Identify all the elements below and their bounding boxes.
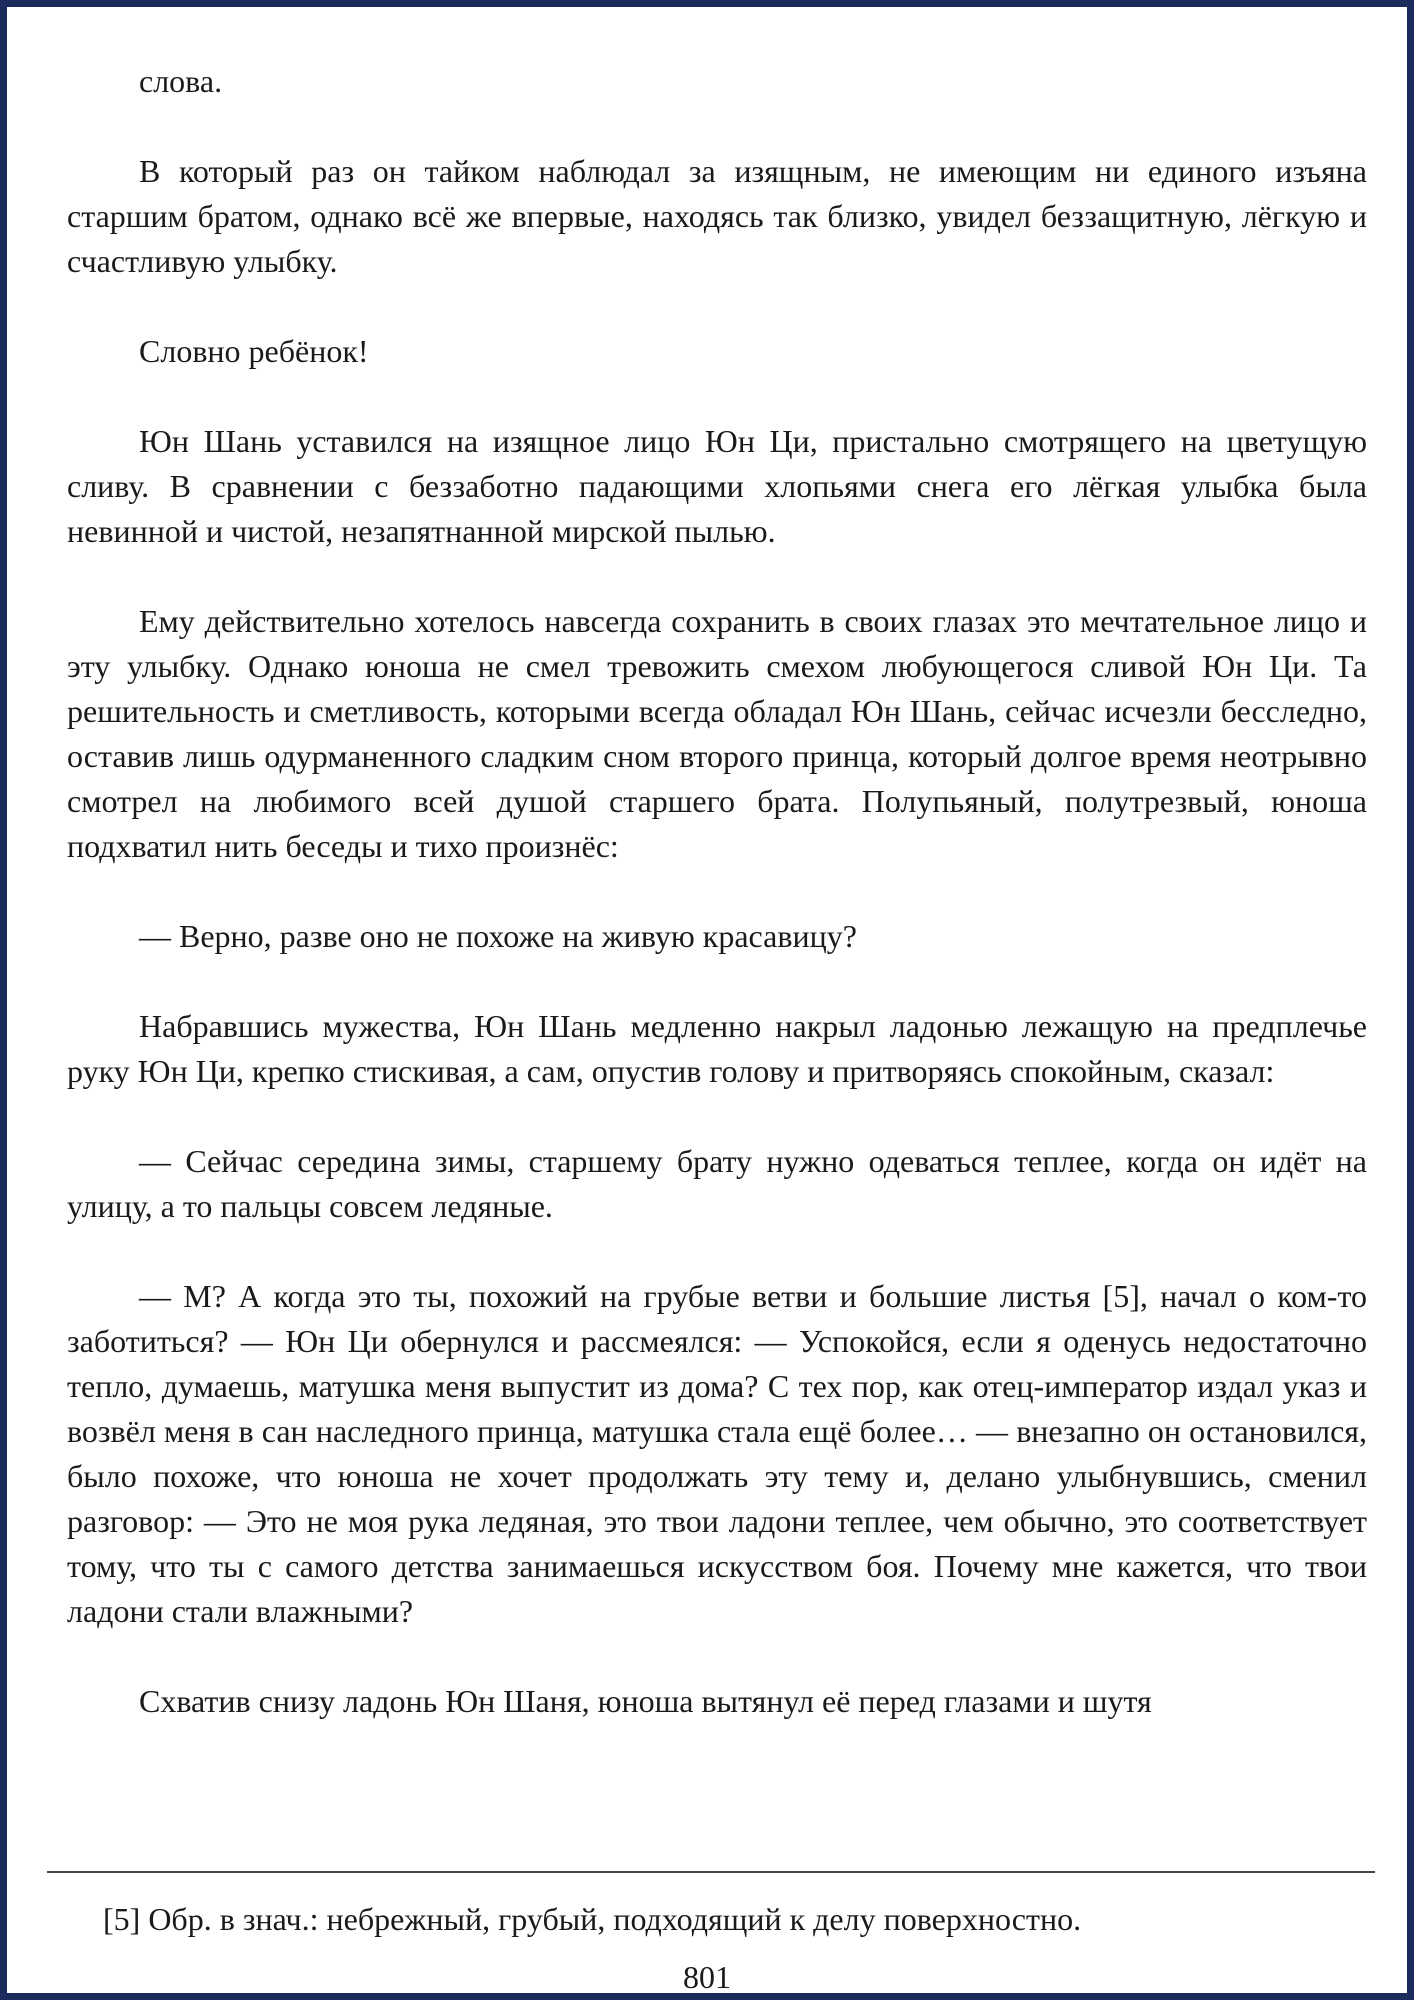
paragraph-8: — Сейчас середина зимы, старшему брату нужно одеваться теплее, когда он идёт на улицу, а то пальцы совсем ледяные. [67, 1143, 1367, 1224]
paragraph-10: Схватив снизу ладонь Юн Шаня, юноша вытянул её перед глазами и шутя [139, 1683, 1152, 1719]
paragraph-3: Словно ребёнок! [139, 333, 369, 369]
footnote-divider [47, 1871, 1375, 1873]
page-body-text [67, 59, 1367, 1724]
paragraph-6: — Верно, разве оно не похоже на живую красавицу? [139, 918, 857, 954]
footnote: [5] Обр. в знач.: небрежный, грубый, подходящий к делу поверхностно. [103, 1901, 1082, 1937]
paragraph-5: Ему действительно хотелось навсегда сохранить в своих глазах это мечтательное лицо и эту улыбку. Однако юноша не смел тревожить смехом любующегося сливой Юн Ци. Та решительность и сметливость, которыми всегда обладал Юн Шань, сейчас исчезли бесследно, оставив лишь одурманенного сладким сном второго принца, который долгое время неотрывно смотрел на любимого всей душой старшего брата. Полупьяный, полутрезвый, юноша подхватил нить беседы и тихо произнёс: [67, 603, 1367, 864]
paragraph-2: В который раз он тайком наблюдал за изящным, не имеющим ни единого изъяна старшим братом, однако всё же впервые, находясь так близко, увидел беззащитную, лёгкую и счастливую улыбку. [67, 153, 1367, 279]
paragraph-7: Набравшись мужества, Юн Шань медленно накрыл ладонью лежащую на предплечье руку Юн Ци, крепко стискивая, а сам, опустив голову и притворяясь спокойным, сказал: [67, 1008, 1367, 1089]
page-number: 801 [683, 1959, 731, 1995]
paragraph-9: — М? А когда это ты, похожий на грубые ветви и большие листья [5], начал о ком-то заботиться? — Юн Ци обернулся и рассмеялся: — Успокойся, если я оденусь недостаточно тепло, думаешь, матушка меня выпустит из дома? С тех пор, как отец-император издал указ и возвёл меня в сан наследного принца, матушка стала ещё более… — внезапно он остановился, было похоже, что юноша не хочет продолжать эту тему и, делано улыбнувшись, сменил разговор: — Это не моя рука ледяная, это твои ладони теплее, чем обычно, это соответствует тому, что ты с самого детства занимаешься искусством боя. Почему мне кажется, что твои ладони стали влажными? [67, 1278, 1367, 1629]
paragraph-1: слова. [139, 63, 223, 99]
paragraph-4: Юн Шань уставился на изящное лицо Юн Ци, пристально смотрящего на цветущую сливу. В сравнении с беззаботно падающими хлопьями снега его лёгкая улыбка была невинной и чистой, незапятнанной мирской пылью. [67, 423, 1367, 549]
